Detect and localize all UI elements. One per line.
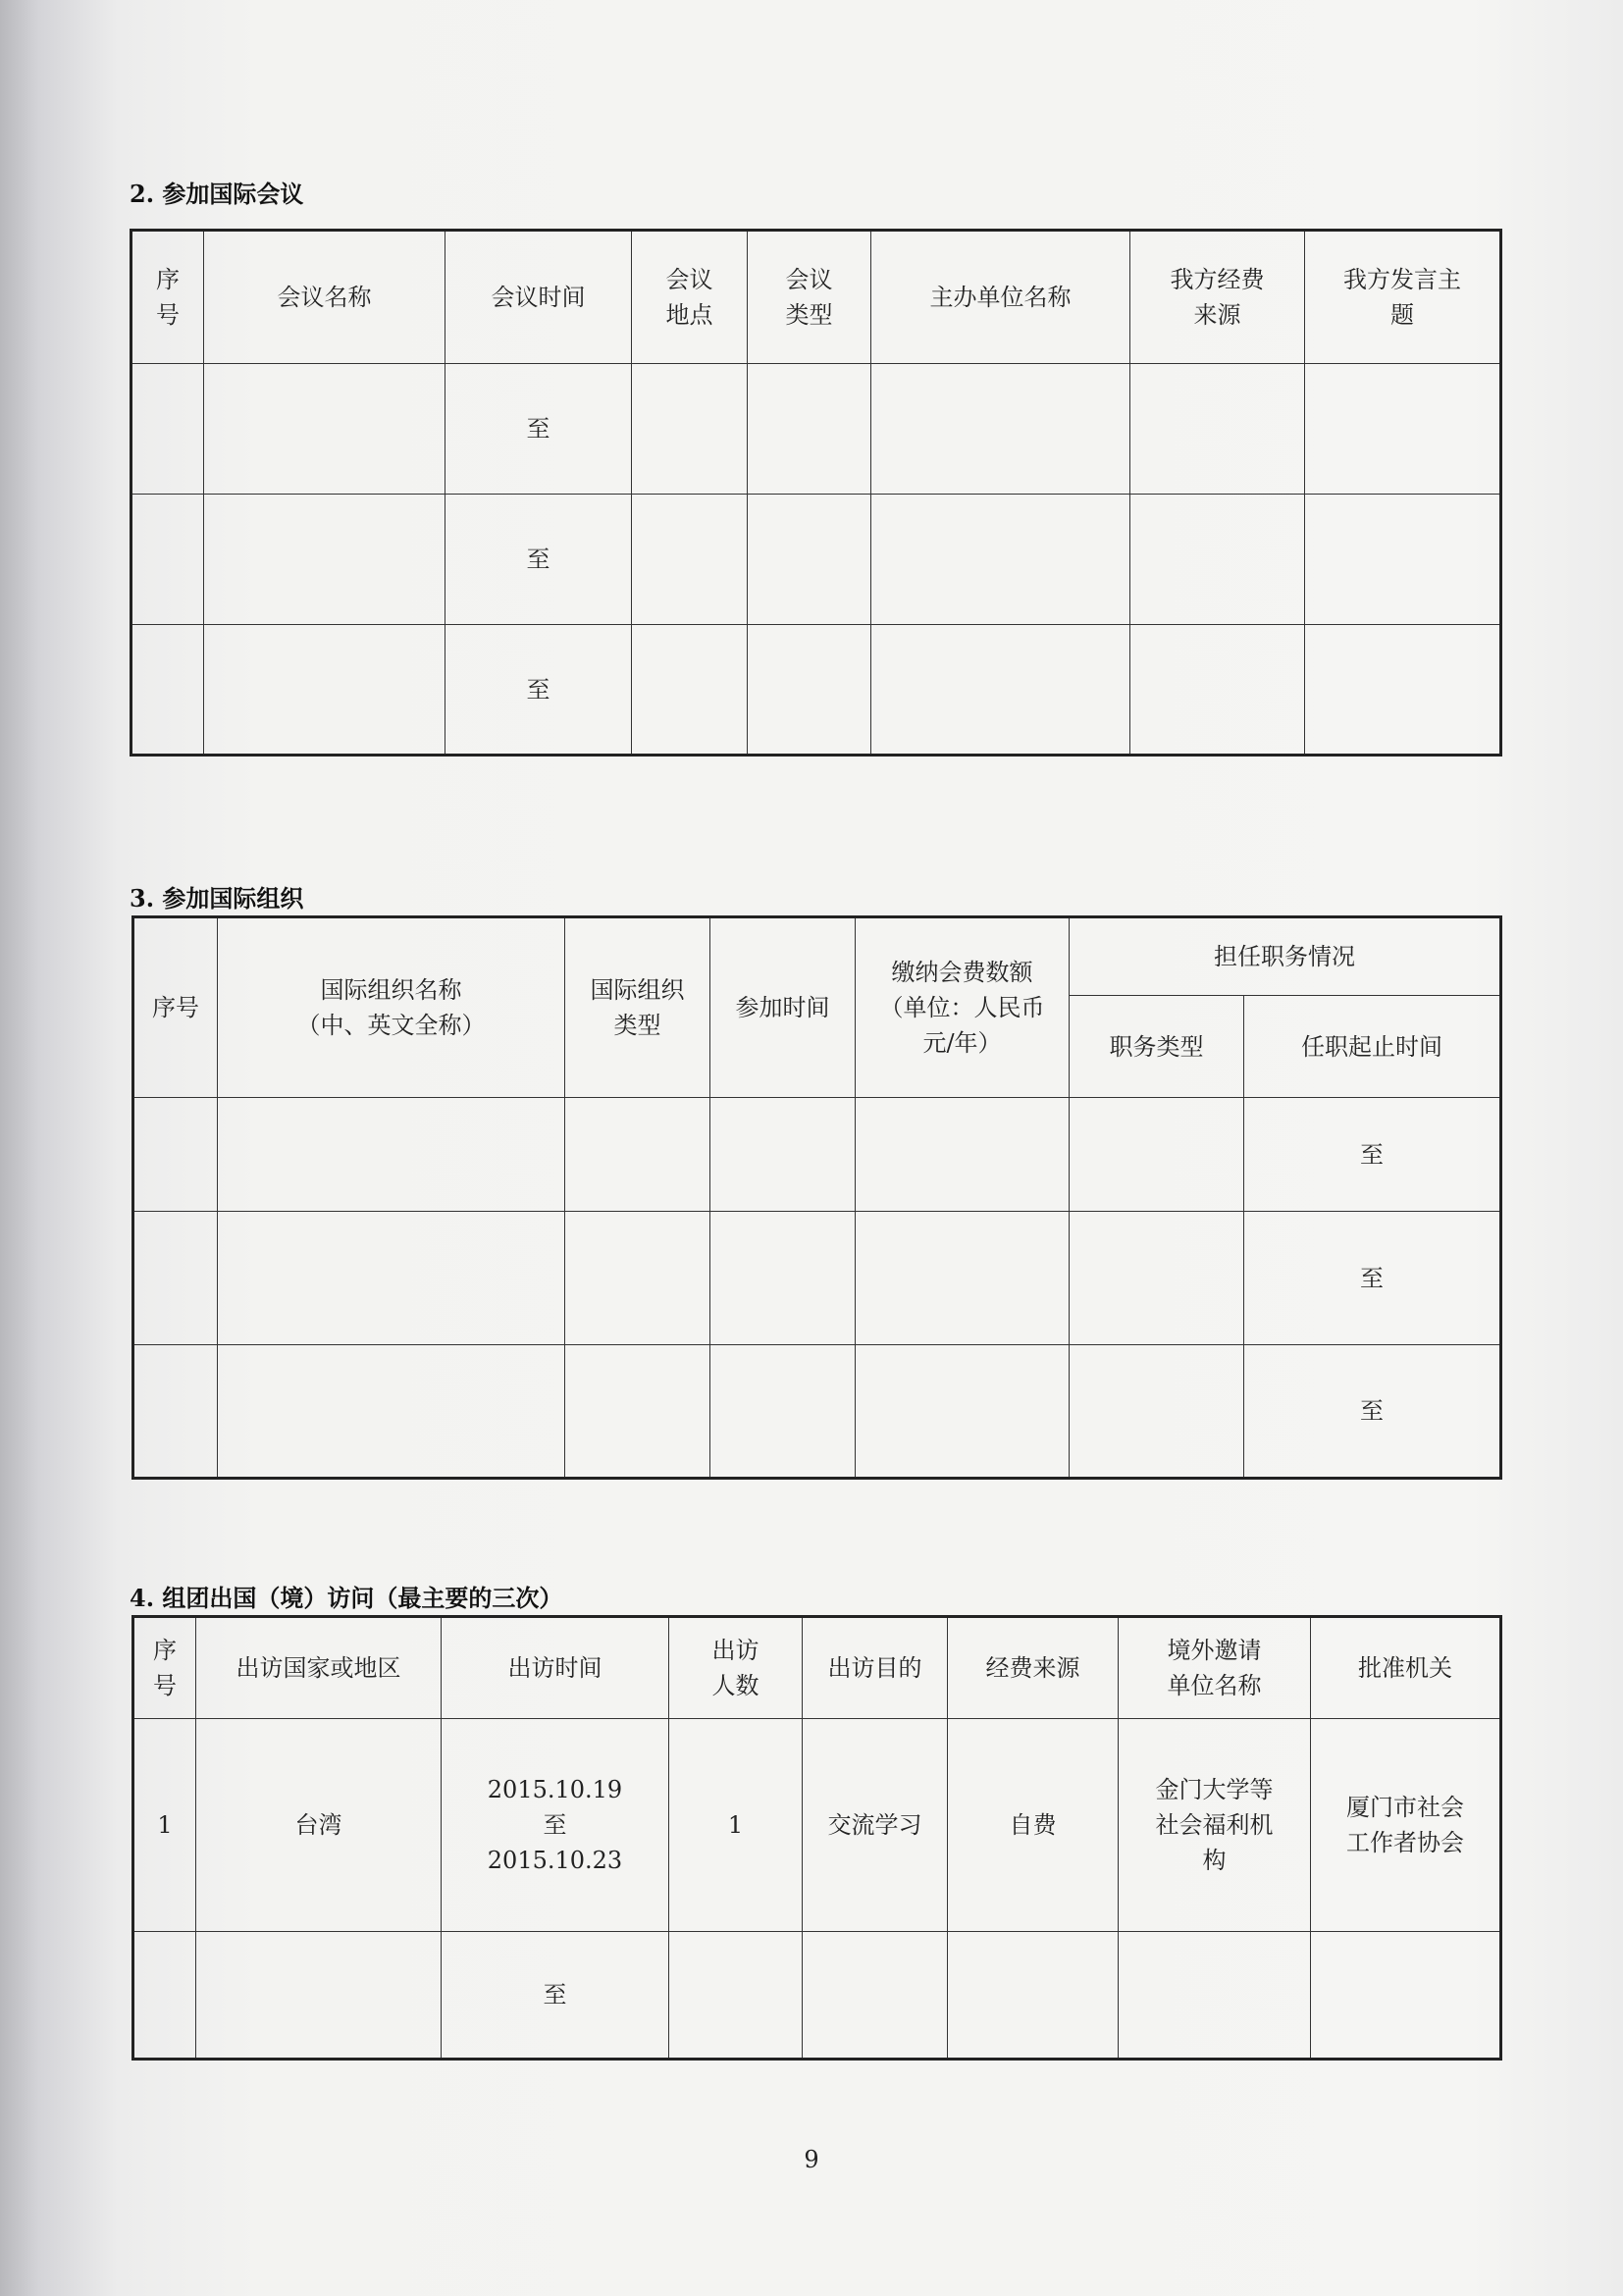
- table-cell: 至: [1244, 1212, 1501, 1345]
- table-cell: [871, 625, 1130, 756]
- table-cell: [748, 625, 871, 756]
- table-row: [131, 495, 1501, 625]
- header-cell: 出访 人数: [669, 1617, 803, 1719]
- table-row: [131, 364, 1501, 495]
- page-number: 9: [804, 2146, 819, 2173]
- table-cell: [565, 1345, 710, 1479]
- table-cell: [133, 1212, 218, 1345]
- section-4-title: 4. 组团出国（境）访问（最主要的三次）: [130, 1584, 563, 1612]
- table-cell: [133, 1932, 196, 2060]
- table-cell: 自费: [948, 1719, 1119, 1932]
- table-cell: [748, 495, 871, 625]
- table-cell: [1070, 1212, 1244, 1345]
- table-row: [133, 1212, 1501, 1345]
- table-cell: 金门大学等 社会福利机 构: [1119, 1719, 1311, 1932]
- header-cell: 任职起止时间: [1244, 996, 1501, 1098]
- table-row: [133, 1345, 1501, 1479]
- table-cell: [1130, 495, 1305, 625]
- table-cell: [565, 1212, 710, 1345]
- table-cell: [856, 1212, 1070, 1345]
- table-cell: 交流学习: [803, 1719, 948, 1932]
- table-row: [131, 625, 1501, 756]
- table-cell: 台湾: [196, 1719, 442, 1932]
- header-cell: 缴纳会费数额 （单位：人民币 元/年）: [856, 917, 1070, 1098]
- table-cell: 至: [1244, 1345, 1501, 1479]
- table-cell: [669, 1932, 803, 2060]
- international-organization-table: [131, 915, 1502, 1480]
- table-cell: [204, 495, 445, 625]
- table-row: [133, 1719, 1501, 1932]
- table-cell: [1305, 364, 1501, 495]
- table-cell: [856, 1345, 1070, 1479]
- table-cell: [131, 364, 204, 495]
- header-cell: 批准机关: [1311, 1617, 1501, 1719]
- table-cell: [871, 495, 1130, 625]
- header-cell: 经费来源: [948, 1617, 1119, 1719]
- table-cell: [218, 1212, 565, 1345]
- table-cell: [1130, 625, 1305, 756]
- header-cell: 序 号: [133, 1617, 196, 1719]
- table-cell: [710, 1345, 856, 1479]
- table-cell: [632, 625, 748, 756]
- table-header-row: [133, 917, 1501, 996]
- table-cell: [133, 1345, 218, 1479]
- table-cell: 厦门市社会 工作者协会: [1311, 1719, 1501, 1932]
- table-cell: [710, 1212, 856, 1345]
- header-cell: 出访目的: [803, 1617, 948, 1719]
- table-cell: [133, 1098, 218, 1212]
- table-cell: [1305, 495, 1501, 625]
- table-cell: [871, 364, 1130, 495]
- table-cell: 至: [445, 495, 632, 625]
- table-header-row: [133, 1617, 1501, 1719]
- table-cell: [218, 1098, 565, 1212]
- table-row: [133, 1932, 1501, 2060]
- header-cell: 会议 地点: [632, 231, 748, 364]
- header-cell: 出访时间: [442, 1617, 669, 1719]
- header-cell: 担任职务情况: [1070, 917, 1501, 996]
- table-cell: [1305, 625, 1501, 756]
- table-cell: [632, 364, 748, 495]
- section-2-title: 2. 参加国际会议: [130, 180, 304, 208]
- header-cell: 会议 类型: [748, 231, 871, 364]
- table-cell: [948, 1932, 1119, 2060]
- header-cell: 会议名称: [204, 231, 445, 364]
- table-cell: [1311, 1932, 1501, 2060]
- header-cell: 出访国家或地区: [196, 1617, 442, 1719]
- header-cell: 会议时间: [445, 231, 632, 364]
- table-cell: [204, 364, 445, 495]
- header-cell: 境外邀请 单位名称: [1119, 1617, 1311, 1719]
- section-3-title: 3. 参加国际组织: [130, 884, 304, 913]
- table-cell: [803, 1932, 948, 2060]
- table-cell: [131, 625, 204, 756]
- table-cell: 至: [445, 364, 632, 495]
- table-cell: 1: [669, 1719, 803, 1932]
- table-cell: [748, 364, 871, 495]
- header-cell: 序号: [133, 917, 218, 1098]
- table-cell: [856, 1098, 1070, 1212]
- table-cell: [1070, 1345, 1244, 1479]
- table-cell: 至: [442, 1932, 669, 2060]
- header-cell: 序 号: [131, 231, 204, 364]
- table-cell: [710, 1098, 856, 1212]
- table-cell: [131, 495, 204, 625]
- header-cell: 主办单位名称: [871, 231, 1130, 364]
- table-row: [133, 1098, 1501, 1212]
- table-cell: 1: [133, 1719, 196, 1932]
- header-cell: 职务类型: [1070, 996, 1244, 1098]
- header-cell: 我方经费 来源: [1130, 231, 1305, 364]
- header-cell: 我方发言主 题: [1305, 231, 1501, 364]
- table-cell: [1119, 1932, 1311, 2060]
- table-cell: [1070, 1098, 1244, 1212]
- table-cell: [218, 1345, 565, 1479]
- header-cell: 国际组织 类型: [565, 917, 710, 1098]
- table-cell: 至: [445, 625, 632, 756]
- table-cell: [632, 495, 748, 625]
- table-cell: [204, 625, 445, 756]
- table-cell: [1130, 364, 1305, 495]
- header-cell: 参加时间: [710, 917, 856, 1098]
- table-header-row: [131, 231, 1501, 364]
- table-cell: 2015.10.19 至 2015.10.23: [442, 1719, 669, 1932]
- table-cell: [565, 1098, 710, 1212]
- header-cell: 国际组织名称 （中、英文全称）: [218, 917, 565, 1098]
- international-conference-table: [130, 229, 1502, 757]
- table-cell: 至: [1244, 1098, 1501, 1212]
- delegation-visit-table: [131, 1615, 1502, 2061]
- table-cell: [196, 1932, 442, 2060]
